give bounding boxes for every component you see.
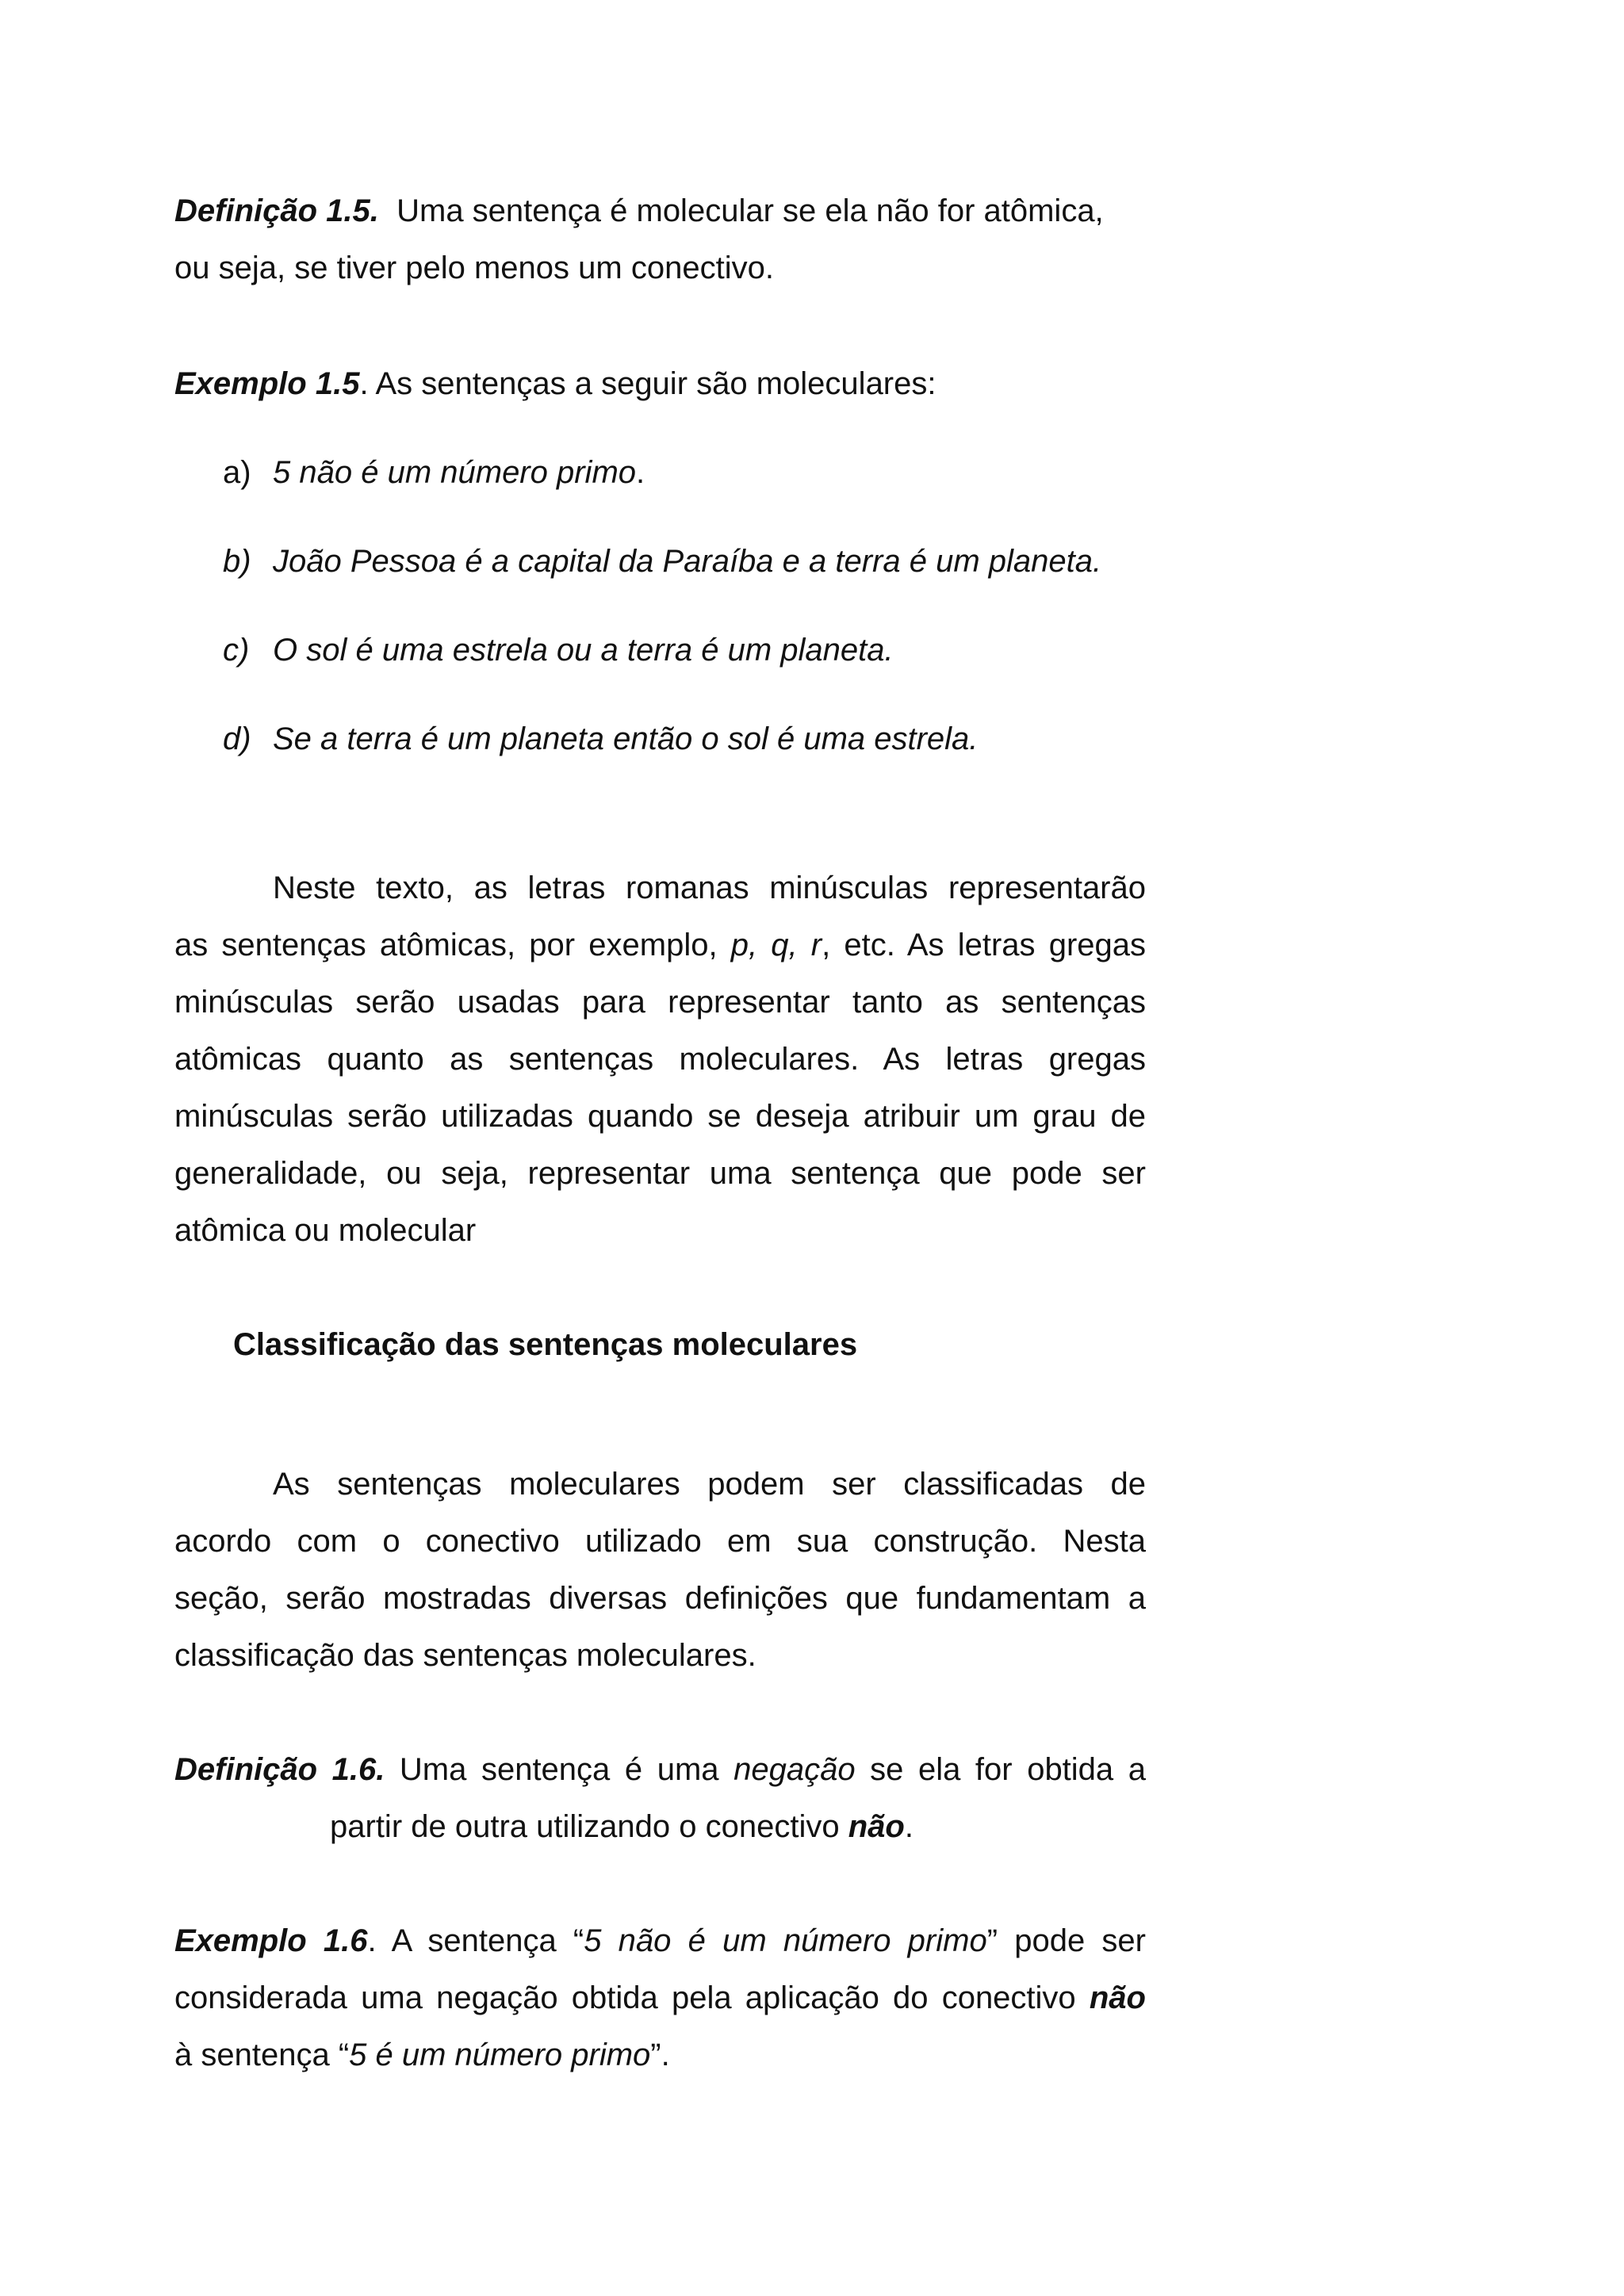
paragraph-line: classificação das sentenças moleculares. bbox=[174, 1638, 756, 1673]
paragraph-line: atômicas quanto as sentenças moleculares. As letras gregas bbox=[174, 1042, 1146, 1077]
definition-1-5-line-1: Definição 1.5. Uma sentença é molecular se ela não for atômica, bbox=[174, 193, 1104, 228]
definition-1-6-line-1: Definição 1.6. Uma sentença é uma negação se ela for obtida a bbox=[174, 1752, 1147, 1787]
example-1-6-line-3: à sentença “5 é um número primo”. bbox=[174, 2038, 670, 2072]
example-1-6-line-1: Exemplo 1.6. A sentença “5 não é um número primo” pode ser bbox=[174, 1923, 1146, 1958]
paragraph-line: seção, serão mostradas diversas definições que fundamentam a bbox=[174, 1581, 1146, 1616]
definition-label: Definição 1.5. bbox=[174, 193, 379, 228]
paragraph-line: minúsculas serão usadas para representar tanto as sentenças bbox=[174, 985, 1146, 1020]
definition-label: Definição 1.6. bbox=[174, 1752, 385, 1787]
paragraph-line: atômica ou molecular bbox=[174, 1213, 477, 1248]
paragraph-line: acordo com o conectivo utilizado em sua construção. Nesta bbox=[174, 1524, 1146, 1559]
paragraph-line: generalidade, ou seja, representar uma sentença que pode ser bbox=[174, 1156, 1146, 1191]
paragraph-line: minúsculas serão utilizadas quando se deseja atribuir um grau de bbox=[174, 1099, 1146, 1134]
example-1-5-intro: Exemplo 1.5. As sentenças a seguir são moleculares: bbox=[174, 366, 936, 401]
paragraph-line: As sentenças moleculares podem ser classificadas de bbox=[273, 1467, 1146, 1502]
section-heading: Classificação das sentenças moleculares bbox=[233, 1327, 858, 1362]
example-label: Exemplo 1.6 bbox=[174, 1923, 368, 1958]
paragraph-line: Neste texto, as letras romanas minúsculas representarão bbox=[273, 871, 1146, 905]
definition-1-6-line-2: partir de outra utilizando o conectivo não. bbox=[330, 1809, 914, 1844]
paragraph-line: as sentenças atômicas, por exemplo, p, q, r, etc. As letras gregas bbox=[174, 928, 1147, 962]
definition-1-5-line-2: ou seja, se tiver pelo menos um conectivo. bbox=[174, 251, 774, 285]
document-page: Definição 1.5. Uma sentença é molecular se ela não for atômica, ou seja, se tiver pelo menos um conectivo. Exemplo 1.5. As sentenças a seguir são moleculares: a) 5 não é um número primo. b) João Pessoa é a capital da Paraíba e a terra é um planeta. c) O sol é uma estrela ou a terra é um planeta. d) Se a terra é um planeta então o sol é uma estrela. Neste texto, as letras romanas minúsculas representarão as sentenças atômicas, por exemplo, p, q, r, etc. As letras gregas minúsculas serão usadas para representar tanto as sentenças atômicas quanto as sentenças moleculares. As letras gregas minúsculas serão utilizadas quando se deseja atribuir um grau de generalidade, ou seja, representar uma sentença que pode ser atômica ou molecular Classificação das sentenças moleculares As sentenças moleculares podem ser classificadas de acordo com o conectivo utilizado em sua construção. Nesta seção, serão mostradas diversas definições que fundamentam a classificação das sentenças moleculares. Definição 1.6. Uma sentença é uma negação se ela for obtida a partir de outra utilizando o conectivo não. Exemplo 1.6. A sentença “5 não é um número primo” pode ser considerada uma negação obtida pela aplicação do conectivo não à sentença “5 é um número primo”. bbox=[174, 193, 1147, 2072]
example-label: Exemplo 1.5 bbox=[174, 366, 360, 401]
example-1-6-line-2: considerada uma negação obtida pela aplicação do conectivo não bbox=[174, 1980, 1146, 2015]
